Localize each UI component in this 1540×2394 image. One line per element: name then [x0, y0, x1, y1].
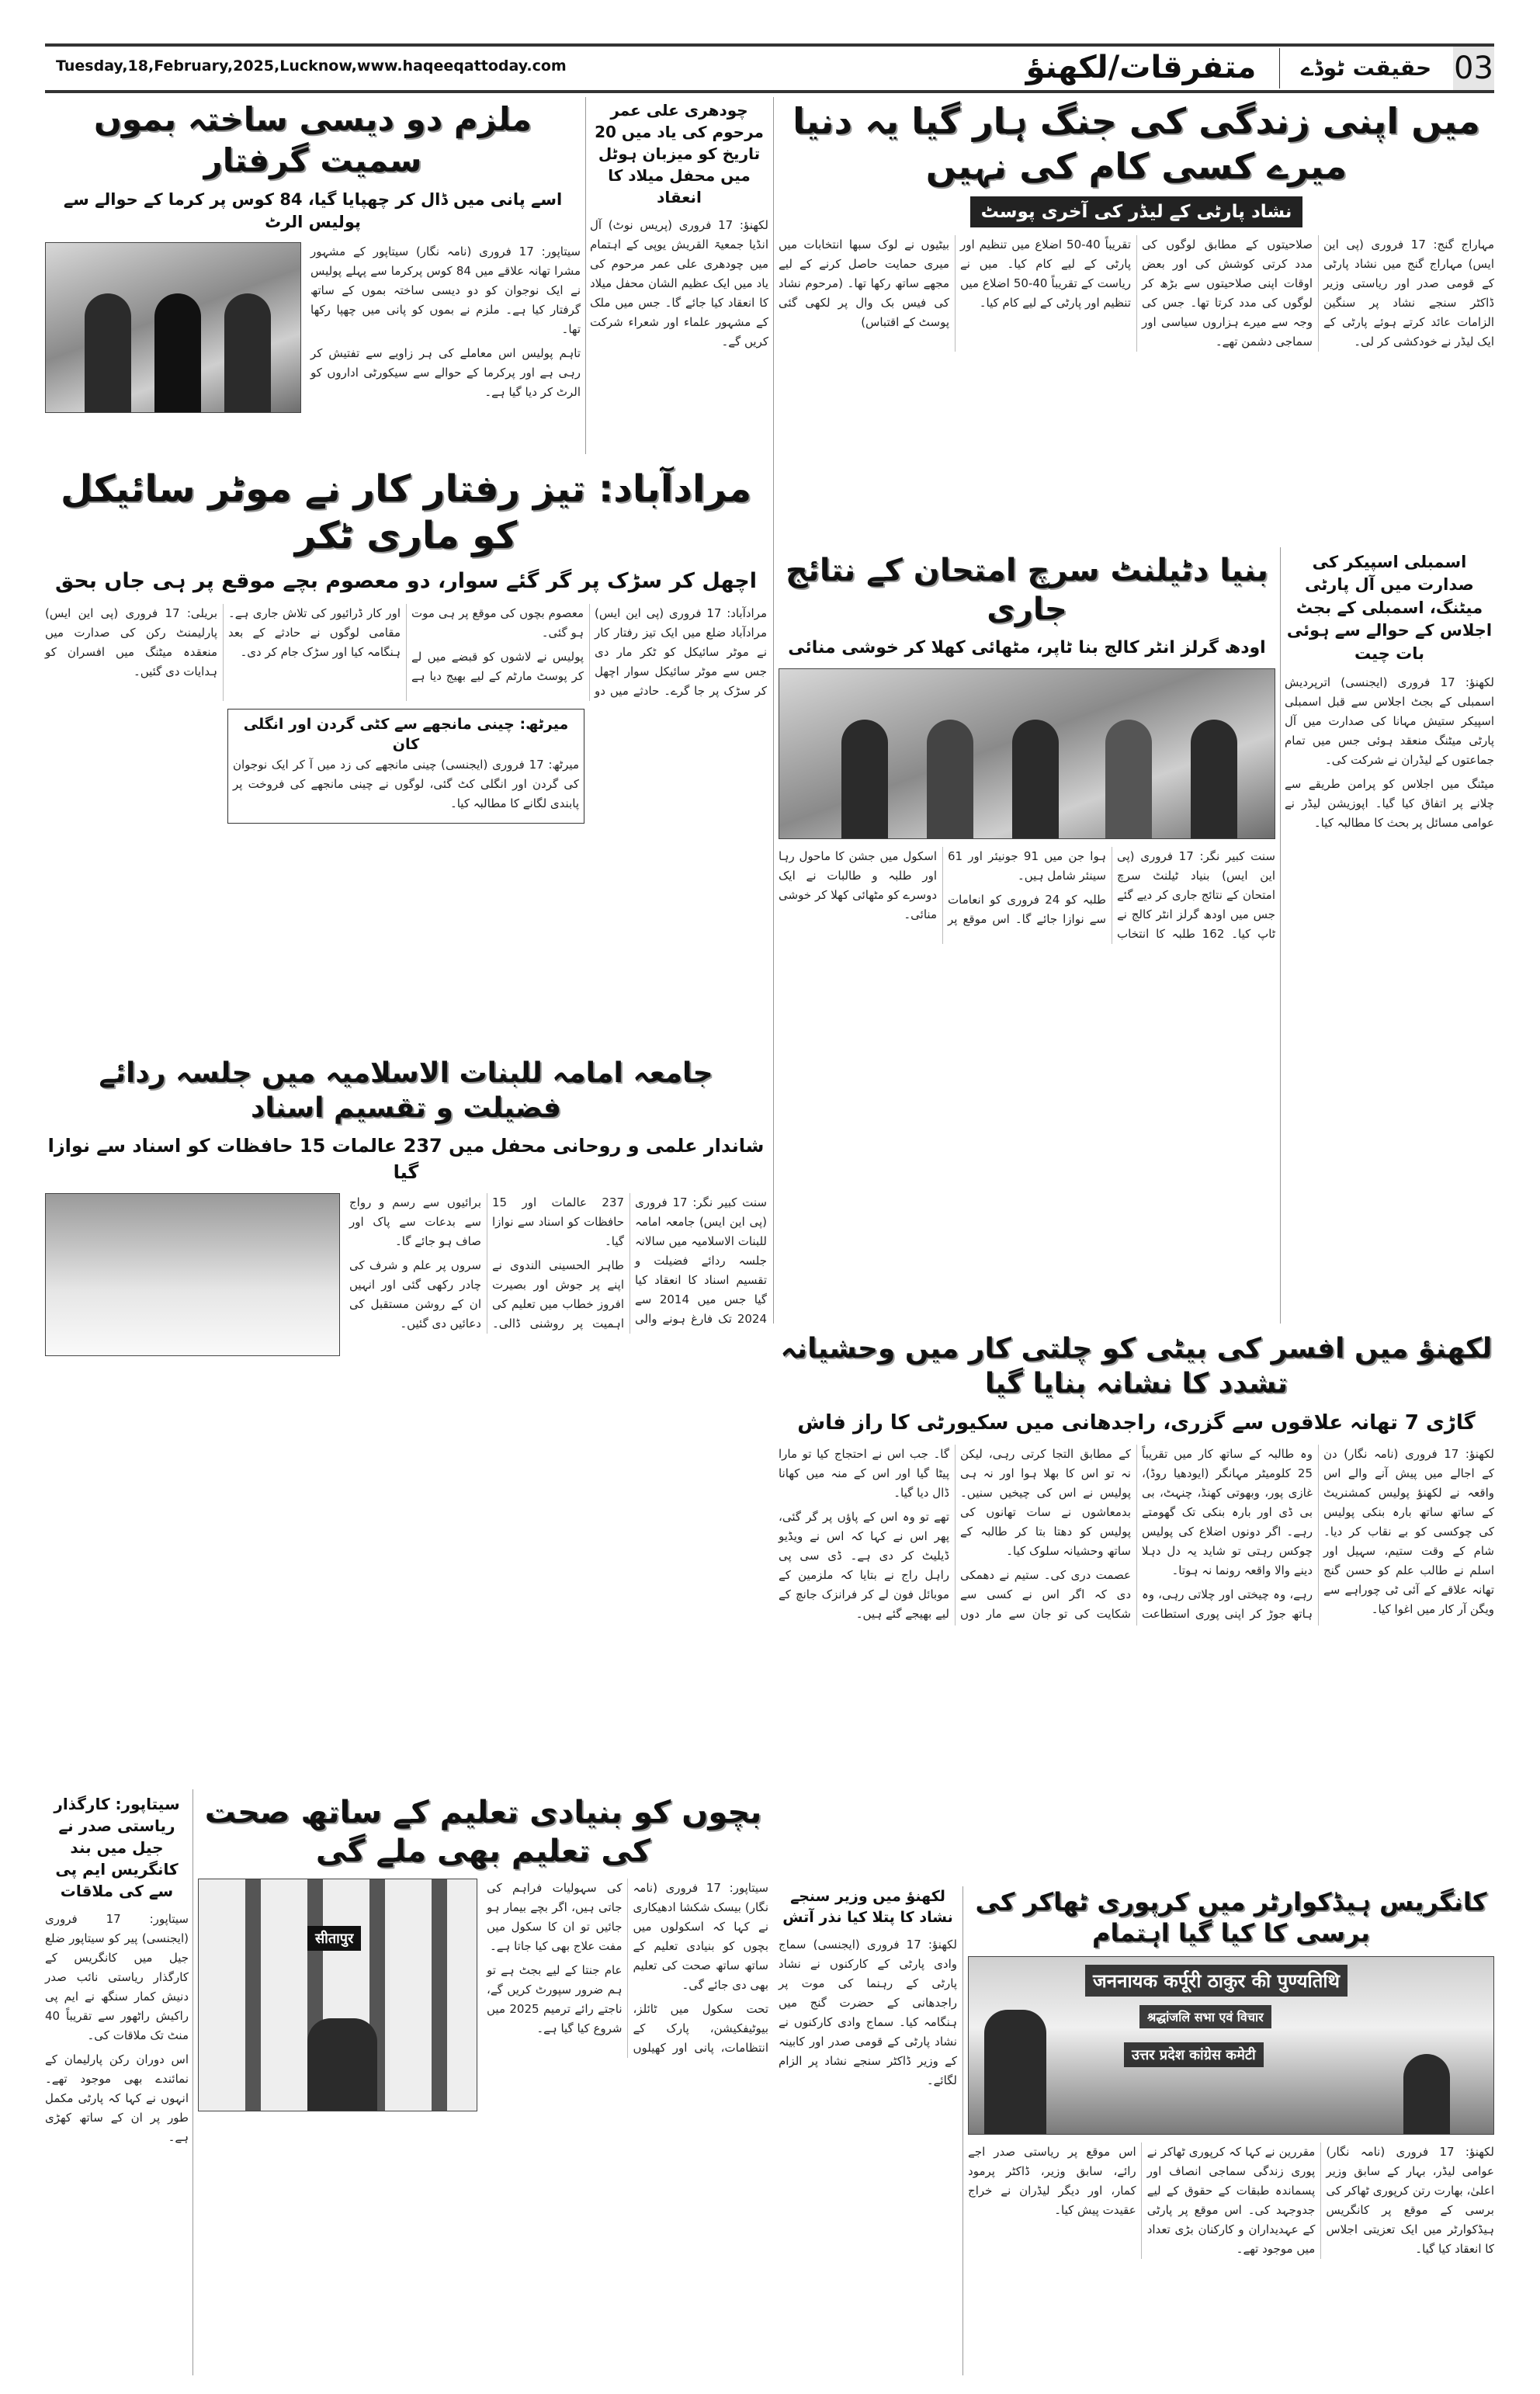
karpoori-banner: जननायक कर्पूरी ठाकुर की पुण्यतिथि — [1085, 1965, 1348, 1997]
children-paragraph: تحت سکول میں ٹائلز، بیوٹیفکیشن، پارک کے انتظامات، پانی اور کھیلوں کی سہولیات فراہم کی جاتی ہیں، اگر بچے بیمار ہو جائیں تو ان کا سکول میں مفت علاج بھی کیا جاتا ہے۔ — [487, 1881, 768, 2055]
paper-logo: حقیقت ٹوڈے — [1300, 55, 1432, 81]
karpoori-paragraph: اس موقع پر ریاستی صدر اجے رائے، سابق وزیر، ڈاکٹر پرمود کمار، اور دیگر لیڈران نے خراج عقیدت پیش کیا۔ — [968, 2145, 1136, 2217]
nishad-paragraph: بیٹیوں نے لوک سبھا انتخابات میں میری حمایت حاصل کرنے کے لیے مجھے ساتھ رکھا تھا۔ (مرحوم نشاد کی فیس بک وال پر لکھی گئی پوسٹ کے اقتباس) — [779, 238, 949, 330]
nishad-body — [779, 235, 1494, 352]
divider — [962, 1886, 963, 2375]
jamia-paragraph: طاہر الحسینی الندوی نے اپنے پر جوش اور بصیرت افروز خطاب میں تعلیم کی اہمیت پر روشنی ڈالی۔ برائیوں سے رسم و رواج سے بدعات سے پاک اور صاف ہو جائے گا۔ — [349, 1195, 624, 1331]
accused-headline: ملزم دو دیسی ساختہ بموں سمیت گرفتار — [94, 100, 532, 179]
moradabad-story — [45, 466, 767, 824]
assembly-body — [1285, 673, 1494, 838]
accused-paragraph: تاہم پولیس اس معاملے کی ہر زاویے سے تفتیش کر رہی ہے اور پرکرما کے حوالے سے سیکورٹی اداروں کو الرٹ کر دیا گیا ہے۔ — [310, 345, 581, 399]
children-headline: بچوں کو بنیادی تعلیم کے ساتھ صحت کی تعلیم بھی ملے گی — [204, 1795, 762, 1869]
divider — [1279, 48, 1280, 88]
jamia-subhead: شاندار علمی و روحانی محفل میں 237 عالمات 15 حافظات کو اسناد سے نوازا گیا — [47, 1135, 765, 1183]
meerut-box — [227, 709, 584, 824]
nishad-paragraph: صلاحیتوں کے مطابق لوگوں کی مدد کرتی کوشش کی اور بعض اوقات اپنی صلاحیتوں سے بڑھ کر لوگوں کی مدد کرتا تھا۔ جس کی وجہ سے میرے ہزاروں سیاسی اور سماجی دشمن تھے۔ — [1142, 238, 1313, 349]
sitapur-story — [45, 1793, 189, 2152]
sitapur-sign: सीतापुर — [307, 1926, 361, 1951]
jamia-paragraph: سروں پر علم و شرف کی چادر رکھی گئی اور انہیں ان کے روشن مستقبل کی دعائیں دی گئیں۔ — [349, 1258, 481, 1331]
karpoori-body — [968, 2142, 1494, 2259]
divider — [192, 1789, 193, 2375]
children-story — [198, 1793, 768, 2111]
officer-daughter-paragraph: لکھنؤ: 17 فروری (نامہ نگار) دن کے اجالے میں پیش آنے والے اس واقعہ نے لکھنؤ پولیس کمشنریٹ کے ساتھ ساتھ بارہ بنکی پولیس کی چوکسی کو بے نقاب کر دیا۔ شام کے وقت ستیم، سہیل اور اسلم نے طالب علم کو حسن گنج تھانہ علاقے کے آئی ٹی چوراہے سے ویگن آر کار میں اغوا کیا۔ — [1323, 1447, 1494, 1617]
assembly-paragraph: لکھنؤ: 17 فروری (ایجنسی) اترپردیش اسمبلی کے بجٹ اجلاس سے قبل اسمبلی اسپیکر ستیش مہانا کی صدارت میں آل پارٹی میٹنگ منعقد ہوئی جس میں تمام جماعتوں کے لیڈران نے شرکت کی۔ — [1285, 675, 1494, 767]
sitapur-paragraph: سیتاپور: 17 فروری (ایجنسی) پیر کو سیتاپور ضلع جیل میں کانگریس کے کارگذار ریاستی نائب صدر دنیش کمار سنگھ نے ایم پی راکیش راٹھور سے تقریباً 40 منٹ تک ملاقات کی۔ — [45, 1912, 189, 2042]
meerut-paragraph: میرٹھ: 17 فروری (ایجنسی) چینی مانجھے کی زد میں آ کر ایک نوجوان کی گردن اور انگلی کٹ گئی، لوگوں نے چینی مانجھے کی فروخت پر پابندی لگانے کا مطالبہ کیا۔ — [233, 757, 579, 810]
talent-headline: بنیا دٹیلنٹ سرچ امتحان کے نتائج جاری — [786, 553, 1268, 627]
nishad-paragraph: تقریباً 40-50 اضلاع میں تنظیم اور پارٹی کے لیے کام کیا۔ میں نے ریاست کے تقریباً 40-50 اضلاع میں تنظیم اور پارٹی کے لیے کام کیا۔ — [960, 238, 1131, 311]
divider — [585, 97, 586, 454]
police-photo — [45, 242, 301, 413]
accused-story — [45, 99, 581, 413]
officer-daughter-headline: لکھنؤ میں افسر کی بیٹی کو چلتی کار میں وحشیانہ تشدد کا نشانہ بنایا گیا — [780, 1333, 1493, 1400]
effigy-body — [779, 1935, 957, 2095]
meerut-body — [233, 755, 579, 814]
children-paragraph: عام جنتا کے لیے بجٹ ہے تو ہم ضرور سپورٹ کریں گے، ناجتے رائے ترمیم 2025 میں شروع کیا گیا ہے۔ — [487, 1963, 623, 2035]
divider — [773, 97, 774, 1324]
nishad-story — [779, 99, 1494, 352]
officer-daughter-paragraph: وہ طالبہ کے ساتھ کار میں تقریباً 25 کلومیٹر مہانگر (ایودھیا روڈ)، غازی پور، وبھوتی کھنڈ، چنہٹ، بی بی ڈی اور بارہ بنکی تک گھومتے رہے۔ اگر دونوں اضلاع کی پولیس چوکس رہتی تو شاید یہ دل دہلا دینے والا واقعہ رونما نہ ہوتا۔ — [1142, 1447, 1313, 1578]
jamia-body — [349, 1193, 767, 1334]
officer-daughter-body — [779, 1445, 1494, 1625]
karpoori-photo — [968, 1956, 1494, 2135]
sitapur-paragraph: اس دوران رکن پارلیمان کے نمائندے بھی موجود تھے۔ انہوں نے کہا کہ پارٹی مکمل طور پر ان کے ساتھ کھڑی ہے۔ — [45, 2052, 189, 2144]
karpoori-paragraph: مقررین نے کہا کہ کرپوری ٹھاکر نے پوری زندگی سماجی انصاف اور پسماندہ طبقات کے حقوق کے لیے جدوجہد کی۔ اس موقع پر پارٹی کے عہدیداران و کارکنان بڑی تعداد میں موجود تھے۔ — [1146, 2145, 1316, 2256]
moradabad-subhead: اچھل کر سڑک پر گر گئے سوار، دو معصوم بچے موقع پر ہی جاں بحق — [55, 569, 757, 593]
jamia-story — [45, 1056, 767, 1356]
nishad-subhead: نشاد پارٹی کے لیڈر کی آخری پوسٹ — [970, 196, 1303, 227]
jamia-paragraph: سنت کبیر نگر: 17 فروری (پی این ایس) جامعہ امامہ للبنات الاسلامیہ میں سالانہ جلسہ ردائے فضیلت و تقسیم اسناد کا انعقاد کیا گیا جس میں 2014 سے 2024 تک فارغ ہونے والی 237 عالمات اور 15 حافظات کو اسناد سے نوازا گیا۔ — [492, 1195, 767, 1327]
moradabad-paragraph: مرادآباد: 17 فروری (پی این ایس) مرادآباد ضلع میں ایک تیز رفتار کار نے موٹر سائیکل کو ٹکر مار دی جس سے موٹر سائیکل سوار اچھل کر سڑک پر جا گرے۔ حادثے میں دو معصوم بچوں کی موقع پر ہی موت ہو گئی۔ — [411, 605, 768, 698]
page-number: 03 — [1453, 47, 1494, 90]
sitapur-body — [45, 1910, 189, 2152]
chaudhary-story — [590, 99, 768, 356]
moradabad-headline: مرادآباد: تیز رفتار کار نے موٹر سائیکل کو ماری ٹکر — [60, 467, 752, 557]
nishad-paragraph: مہاراج گنج: 17 فروری (پی این ایس) مہاراج گنج میں نشاد پارٹی کے قومی صدر اور ریاستی وزیر ڈاکٹر سنجے نشاد پر سنگین الزامات عائد کرتے ہوئے پارٹی کے ایک لیڈر نے خودکشی کر لی۔ — [1323, 238, 1494, 349]
dateline: Tuesday,18,February,2025,Lucknow,www.haqeeqattoday.com — [56, 57, 567, 75]
children-paragraph: سیتاپور: 17 فروری (نامہ نگار) بیسک شکشا ادھیکاری نے کہا کہ اسکولوں میں بچوں کو بنیادی تعلیم کے ساتھ ساتھ صحت کی تعلیم بھی دی جائے گی۔ — [633, 1881, 768, 1992]
assembly-headline: اسمبلی اسپیکر کی صدارت میں آل پارٹی میٹنگ، اسمبلی کے بجٹ اجلاس کے حوالے سے ہوئی بات چیت — [1286, 553, 1493, 663]
accused-body — [310, 242, 581, 407]
officer-photo — [198, 1879, 477, 2111]
header-bottom-rule — [45, 90, 1494, 93]
divider — [1280, 547, 1281, 1324]
students-photo — [779, 668, 1275, 839]
officer-daughter-subhead: گاڑی 7 تھانہ علاقوں سے گزری، راجدھانی میں سکیورٹی کا راز فاش — [797, 1411, 1476, 1435]
meerut-headline: میرٹھ: چینی مانجھے سے کٹی گردن اور انگلی کان — [243, 715, 569, 754]
talent-body — [779, 847, 1275, 944]
chaudhary-body — [590, 216, 768, 356]
moradabad-paragraph: بریلی: 17 فروری (پی این ایس) پارلیمنٹ رکن کی صدارت میں منعقدہ میٹنگ میں افسران کو ہدایات دی گئیں۔ — [45, 605, 218, 678]
moradabad-body — [45, 604, 767, 701]
accused-subhead: اسے پانی میں ڈال کر چھپایا گیا، 84 کوس پر کرما کے حوالے سے پولیس الرٹ — [63, 190, 563, 232]
talent-subhead: اودھ گرلز انٹر کالج بنا ٹاپر، مٹھائی کھلا کر خوشی منائی — [788, 638, 1266, 657]
moradabad-paragraph: پولیس نے لاشوں کو قبضے میں لے کر پوسٹ مارٹم کے لیے بھیج دیا ہے اور کار ڈرائیور کی تلاش جاری ہے۔ مقامی لوگوں نے حادثے کے بعد ہنگامہ کیا اور سڑک جام کر دی۔ — [228, 605, 584, 683]
children-body — [487, 1879, 768, 2058]
officer-daughter-paragraph: عصمت دری کی۔ ستیم نے دھمکی دی کہ اگر اس نے کسی سے شکایت کی تو جان سے مار دوں گا۔ جب اس نے احتجاج کیا تو مارا پیٹا گیا اور اس کے منہ میں کھانا ڈال دیا گیا۔ — [779, 1447, 1131, 1622]
chaudhary-headline: چودھری علی عمر مرحوم کی یاد میں 20 تاریخ کو میزبان ہوٹل میں محفل میلاد کا انعقاد — [595, 101, 764, 206]
karpoori-paragraph: لکھنؤ: 17 فروری (نامہ نگار) عوامی لیڈر، بہار کے سابق وزیر اعلیٰ، بھارت رتن کرپوری ٹھاکر کی برسی کے موقع پر کانگریس ہیڈکوارٹر میں ایک تعزیتی اجلاس کا انعقاد کیا گیا۔ — [1326, 2145, 1494, 2256]
sitapur-headline: سیتاپور: کارگذار ریاستی صدر نے جیل میں بند کانگریس ایم پی سے کی ملاقات — [54, 1795, 180, 1900]
effigy-paragraph: لکھنؤ: 17 فروری (ایجنسی) سماج وادی پارٹی کے کارکنوں نے نشاد پارٹی کے رہنما کی موت پر راجدھانی کے حضرت گنج میں ہنگامہ کیا۔ سماج وادی کارکنوں نے نشاد پارٹی کے قومی صدر اور کابینہ کے وزیر ڈاکٹر سنجے نشاد پر الزام لگائے۔ — [779, 1938, 957, 2088]
karpoori-headline: کانگریس ہیڈکوارٹر میں کرپوری ٹھاکر کی برسی کا کیا گیا اہتمام — [975, 1887, 1487, 1948]
accused-paragraph: سیتاپور: 17 فروری (نامہ نگار) سیتاپور کے مشہور مشرا تھانہ علاقے میں 84 کوس پرکرما سے پہلے پولیس نے ایک نوجوان کو دو دیسی ساختہ بموں کے ساتھ گرفتار کیا ہے۔ ملزم نے بموں کو پانی میں چھپا رکھا تھا۔ — [310, 244, 581, 336]
talent-paragraph: طلبہ کو 24 فروری کو انعامات سے نوازا جائے گا۔ اس موقع پر اسکول میں جشن کا ماحول رہا اور طلبہ و طالبات نے ایک دوسرے کو مٹھائی کھلا کر خوشی منائی۔ — [779, 848, 1106, 926]
officer-daughter-story — [779, 1331, 1494, 1625]
karpoori-banner-3: उत्तर प्रदेश कांग्रेस कमेटी — [1124, 2042, 1264, 2067]
effigy-story — [779, 1886, 957, 2095]
talent-story — [779, 551, 1275, 944]
effigy-headline: لکھنؤ میں وزیر سنجے نشاد کا پتلا کیا نذر آتش — [782, 1888, 953, 1926]
karpoori-banner-2: श्रद्धांजलि सभा एवं विचार — [1139, 2005, 1271, 2028]
chaudhary-paragraph: لکھنؤ: 17 فروری (پریس نوٹ) آل انڈیا جمعیۃ القریش یوپی کے اہتمام میں چودھری علی عمر مرحوم کی یاد میں ایک عظیم الشان محفل میلاد کا انعقاد کیا جائے گا۔ جس میں ملک کے مشہور علماء اور شعراء شرکت کریں گے۔ — [590, 218, 768, 349]
officer-daughter-paragraph: تھے تو وہ اس کے پاؤں پر گر گئی، پھر اس نے کہا کہ اس نے ویڈیو ڈیلیٹ کر دی ہے۔ ڈی سی پی راہل راج نے بتایا کہ ملزمین کے موبائل فون لے کر فرانزک جانچ کے لیے بھیجے گئے ہیں۔ — [779, 1510, 949, 1622]
assembly-story — [1285, 551, 1494, 838]
officer-daughter-paragraph: رہے، وہ چیختی اور چلاتی رہی، وہ ہاتھ جوڑ کر اپنی پوری استطاعت کے مطابق التجا کرتی رہی، لیکن نہ تو اس کا بھلا ہوا اور نہ ہی پولیس نے اس کی چیخیں سنیں۔ بدمعاشوں نے سات تھانوں کی پولیس کو دھتا بتا کر طالبہ کے ساتھ وحشیانہ سلوک کیا۔ — [960, 1447, 1313, 1622]
assembly-paragraph: میٹنگ میں اجلاس کو پرامن طریقے سے چلانے پر اتفاق کیا گیا۔ اپوزیشن لیڈر نے عوامی مسائل پر بحث کا مطالبہ کیا۔ — [1285, 776, 1494, 830]
talent-paragraph: سنت کبیر نگر: 17 فروری (پی این ایس) بنیاد ٹیلنٹ سرچ امتحان کے نتائج جاری کر دیے گئے جس میں اودھ گرلز انٹر کالج نے ٹاپ کیا۔ 162 طلبہ کا انتخاب ہوا جن میں 91 جونیئر اور 61 سینئر شامل ہیں۔ — [948, 848, 1275, 941]
top-rule — [45, 43, 1494, 47]
jamia-headline: جامعہ امامہ للبنات الاسلامیہ میں جلسہ ردائے فضیلت و تقسیم اسناد — [99, 1057, 713, 1124]
karpoori-story — [968, 1886, 1494, 2259]
section-title: متفرقات/لکھنؤ — [1025, 50, 1257, 85]
ceremony-photo — [45, 1193, 340, 1356]
nishad-headline: میں اپنی زندگی کی جنگ ہار گیا یہ دنیا میرے کسی کام کی نہیں — [793, 100, 1480, 187]
